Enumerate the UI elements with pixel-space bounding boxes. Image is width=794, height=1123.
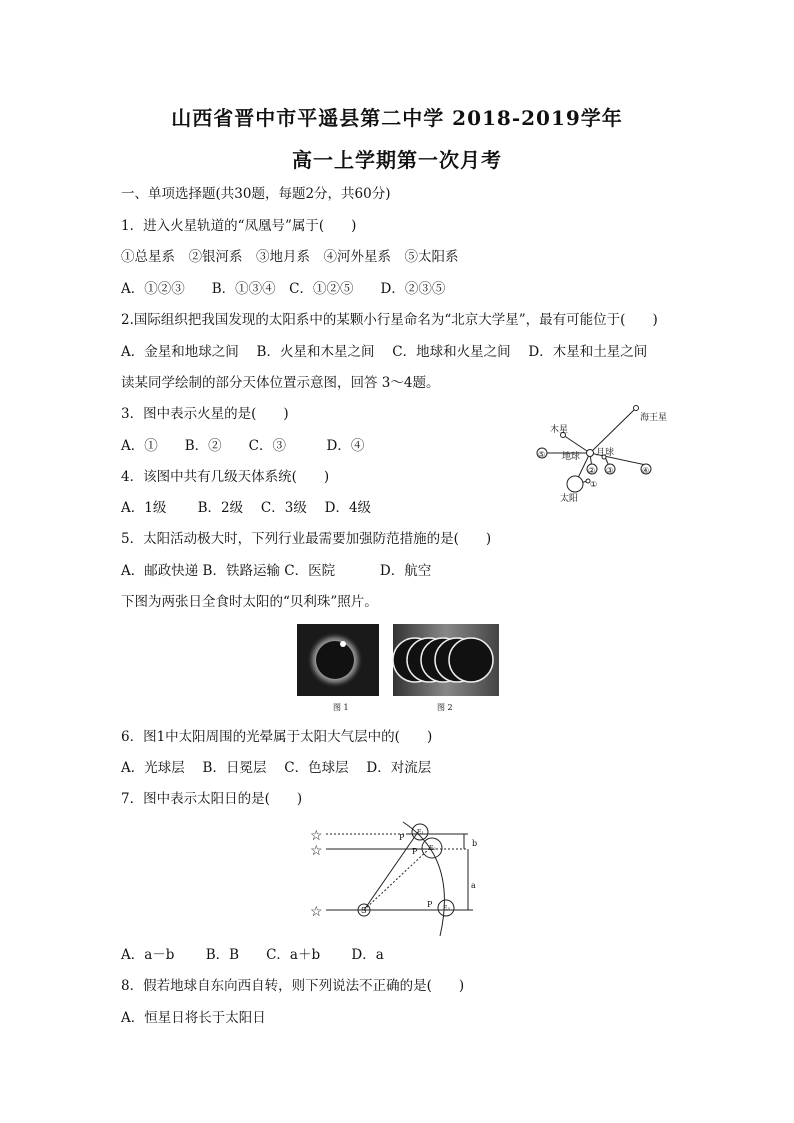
svg-text:☆: ☆ (310, 904, 323, 920)
label-s: S (361, 906, 367, 915)
q7-options: A．a－b B．B C．a＋b D．a (121, 947, 384, 963)
q8-stem: 8．假若地球自东向西自转，则下列说法不正确的是( ) (121, 978, 465, 994)
q3-stem: 3．图中表示火星的是( ) (121, 406, 289, 422)
q1-items: ①总星系 ②银河系 ③地月系 ④河外星系 ⑤太阳系 (121, 249, 459, 265)
intro-6: 下图为两张日全食时太阳的“贝利珠”照片。 (121, 594, 378, 610)
q6-stem: 6．图1中太阳周围的光晕属于太阳大气层中的( ) (121, 729, 433, 745)
label-moon: 月球 (596, 448, 615, 458)
label-jupiter: 木星 (550, 425, 569, 435)
label-5: ⑤ (538, 450, 546, 459)
q3-options: A．① B．② C．③ D．④ (121, 438, 365, 454)
label-p1: P (399, 833, 405, 842)
label-b: b (472, 839, 478, 848)
q1-options: A．①②③ B．①③④ C．①②⑤ D．②③⑤ (121, 281, 446, 297)
title-line-1: 山西省晋中市平遥县第二中学 2018-2019学年 (171, 106, 623, 130)
q8-option-a: A．恒星日将长于太阳日 (121, 1010, 266, 1026)
label-4: ④ (642, 466, 650, 475)
label-a: a (471, 881, 476, 890)
intro-3-4: 读某同学绘制的部分天体位置示意图，回答 3～4题。 (121, 375, 440, 391)
label-p3: P (427, 900, 433, 909)
q6-options: A．光球层 B．日冕层 C．色球层 D．对流层 (121, 760, 432, 776)
label-p2: P (412, 847, 418, 856)
svg-text:☆: ☆ (310, 843, 323, 859)
label-sun: 太阳 (560, 494, 579, 502)
label-e1: E₁ (417, 829, 424, 836)
q2-stem: 2.国际组织把我国发现的太阳系中的某颗小行星命名为“北京大学星”，最有可能位于( ) (121, 312, 658, 328)
label-1: ① (590, 480, 598, 489)
q1-stem: 1．进入火星轨道的“凤凰号”属于( ) (121, 218, 357, 234)
fig2-caption: 图 2 (437, 703, 453, 712)
solar-system-diagram (530, 402, 680, 502)
q2-options: A．金星和地球之间 B．火星和木星之间 C．地球和火星之间 D．木星和土星之间 (121, 344, 648, 360)
label-neptune: 海王星 (640, 413, 668, 423)
label-e2: E₂ (429, 845, 436, 852)
section-heading: 一、单项选择题(共30题，每题2分，共60分) (121, 186, 391, 202)
solar-day-diagram (308, 818, 498, 936)
q4-stem: 4．该图中共有几级天体系统( ) (121, 469, 330, 485)
q4-options: A．1级 B．2级 C．3级 D．4级 (121, 500, 372, 516)
label-e3: E₃ (443, 905, 450, 912)
label-earth: 地球 (562, 452, 581, 462)
baily-beads-photos (297, 624, 503, 716)
q5-stem: 5．太阳活动极大时，下列行业最需要加强防范措施的是( ) (121, 531, 492, 547)
label-2: ② (588, 466, 596, 475)
label-3: ③ (606, 466, 614, 475)
q5-options: A．邮政快递 B．铁路运输 C．医院 D．航空 (121, 563, 432, 579)
title-line-2: 高一上学期第一次月考 (292, 148, 502, 172)
svg-text:☆: ☆ (310, 828, 323, 844)
q7-stem: 7．图中表示太阳日的是( ) (121, 791, 303, 807)
fig1-caption: 图 1 (333, 703, 349, 712)
